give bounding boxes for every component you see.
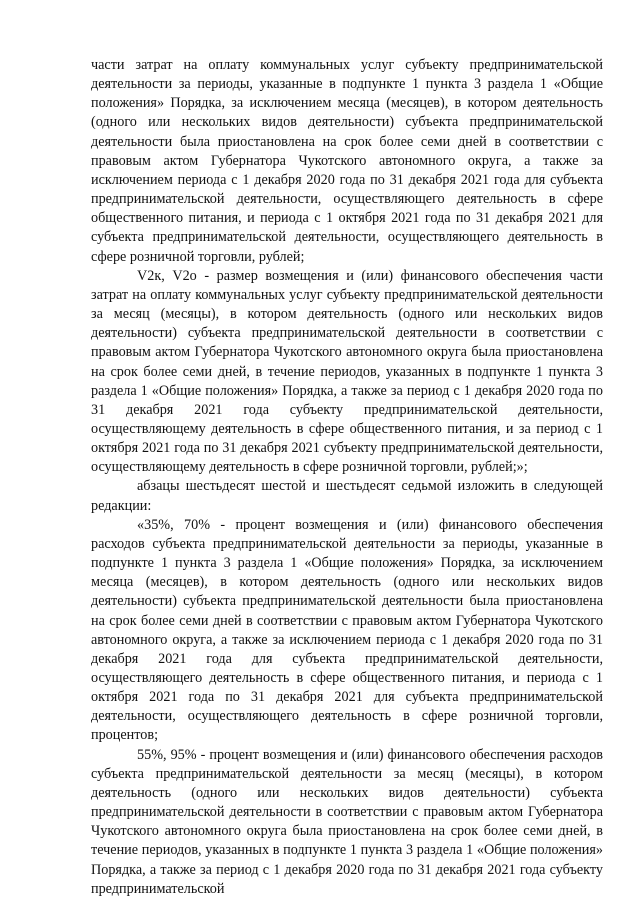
paragraph-5: 55%, 95% - процент возмещения и (или) финансового обеспечения расходов субъекта предпринимательской деятельности за месяц (месяцы), в котором деятельность (одного или нескольких видов деятельности) субъекта предпринимательской деятельности в соответствии с правовым актом Губернатора Чукотского автономного округа была приостановлена на срок более семи дней, в течение периодов, указанных в подпункте 1 пункта 3 раздела 1 «Общие положения» Порядка, а также за период с 1 декабря 2020 года по 31 декабря 2021 года субъекту предпринимательской (91, 746, 603, 897)
paragraph-2: V2к, V2о - размер возмещения и (или) финансового обеспечения части затрат на оплату коммунальных услуг субъекту предпринимательской деятельности за месяц (месяцы), в котором деятельность (одного или нескольких видов деятельности) субъекта предпринимательской деятельности в соответствии с правовым актом Губернатора Чукотского автономного округа была приостановлена на срок более семи дней, в течение периодов, указанных в подпункте 1 пункта 3 раздела 1 «Общие положения» Порядка, а также за период с 1 декабря 2020 года по 31 декабря 2021 года субъекту предпринимательской деятельности, осуществляющему деятельность в сфере общественного питания, и за период с 1 октября 2021 года по 31 декабря 2021 субъекту предпринимательской деятельности, осуществляющему деятельность в сфере розничной торговли, рублей;»; (91, 267, 603, 476)
document-page (91, 56, 603, 899)
paragraph-4: «35%, 70% - процент возмещения и (или) финансового обеспечения расходов субъекта предпринимательской деятельности за периоды, указанные в подпункте 1 пункта 3 раздела 1 «Общие положения» Порядка, за исключением месяца (месяцев), в котором деятельность (одного или нескольких видов деятельности) субъекта предпринимательской деятельности была приостановлена на срок более семи дней в соответствии с правовым актом Губернатора Чукотского автономного округа, а также за исключением периода с 1 декабря 2020 года по 31 декабря 2021 года для субъекта предпринимательской деятельности, осуществляющего деятельность в сфере общественного питания, и периода с 1 октября 2021 года по 31 декабря 2021 для субъекта предпринимательской деятельности, осуществляющего деятельность в сфере розничной торговли, процентов; (91, 516, 603, 744)
paragraph-3: абзацы шестьдесят шестой и шестьдесят седьмой изложить в следующей редакции: (91, 478, 603, 514)
paragraph-1: части затрат на оплату коммунальных услуг субъекту предпринимательской деятельности за периоды, указанные в подпункте 1 пункта 3 раздела 1 «Общие положения» Порядка, за исключением месяца (месяцев), в котором деятельность (одного или нескольких видов деятельности) субъекта предпринимательской деятельности была приостановлена на срок более семи дней в соответствии с правовым актом Губернатора Чукотского автономного округа, а также за исключением периода с 1 декабря 2020 года по 31 декабря 2021 года для субъекта предпринимательской деятельности, осуществляющего деятельность в сфере общественного питания, и периода с 1 октября 2021 года по 31 декабря 2021 для субъекта предпринимательской деятельности, осуществляющего деятельность в сфере розничной торговли, рублей; (91, 57, 603, 265)
